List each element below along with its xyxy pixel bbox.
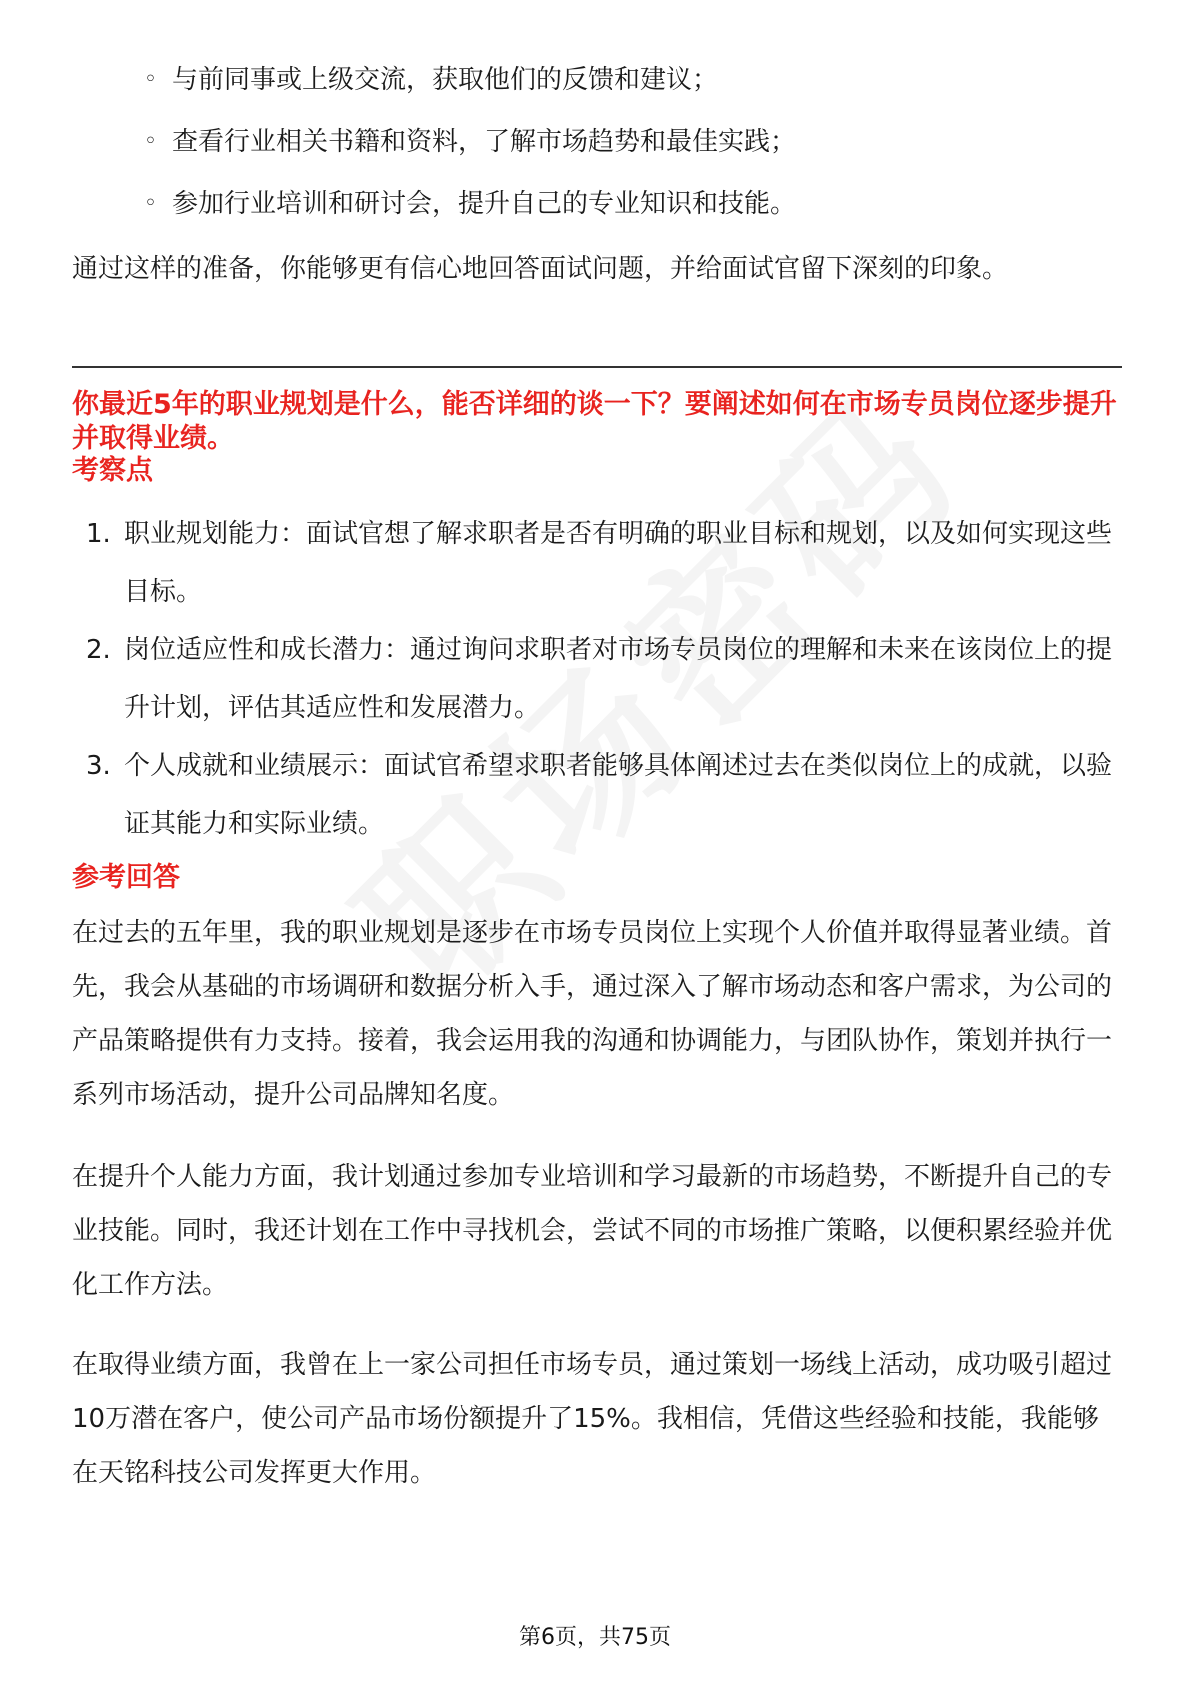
bullet-marker: ◦ [144, 191, 157, 216]
answer-paragraph: 在取得业绩方面，我曾在上一家公司担任市场专员，通过策划一场线上活动，成功吸引超过10万潜在客户，使公司产品市场份额提升了15%。我相信，凭借这些经验和技能，我能够在天铭科技公司发挥更大作用。 [72, 1350, 1113, 1488]
list-item [72, 737, 1122, 853]
bullet-marker: ◦ [144, 129, 157, 154]
list-item [72, 621, 1122, 737]
list-item [144, 184, 1104, 246]
bullet-list [72, 60, 1104, 246]
bullet-text: 与前同事或上级交流，获取他们的反馈和建议； [172, 65, 719, 95]
item-text: 职业规划能力：面试官想了解求职者是否有明确的职业目标和规划，以及如何实现这些目标。 [124, 519, 1113, 607]
page-number: 第6页，共75页 [519, 1625, 671, 1650]
exam-points-list [72, 505, 1122, 853]
item-number: 3. [86, 751, 111, 781]
answer-paragraph: 在过去的五年里，我的职业规划是逐步在市场专员岗位上实现个人价值并取得显著业绩。首先，我会从基础的市场调研和数据分析入手，通过深入了解市场动态和客户需求，为公司的产品策略提供有力支持。接着，我会运用我的沟通和协调能力，与团队协作，策划并执行一系列市场活动，提升公司品牌知名度。 [72, 918, 1113, 1110]
section-divider [72, 366, 1122, 368]
item-number: 1. [86, 519, 111, 549]
interview-question: 你最近5年的职业规划是什么，能否详细的谈一下？要阐述如何在市场专员岗位逐步提升并取得业绩。 [72, 389, 1117, 454]
list-item [144, 122, 1104, 184]
item-text: 个人成就和业绩展示：面试官希望求职者能够具体阐述过去在类似岗位上的成就，以验证其能力和实际业绩。 [124, 751, 1113, 839]
list-item [72, 505, 1122, 621]
list-item [144, 60, 1104, 122]
bullet-marker: ◦ [144, 67, 157, 92]
intro-conclusion: 通过这样的准备，你能够更有信心地回答面试问题，并给面试官留下深刻的印象。 [72, 254, 1009, 284]
bullet-text: 参加行业培训和研讨会，提升自己的专业知识和技能。 [172, 189, 797, 219]
exam-points-title: 考察点 [72, 455, 153, 486]
answer-paragraph: 在提升个人能力方面，我计划通过参加专业培训和学习最新的市场趋势，不断提升自己的专业技能。同时，我还计划在工作中寻找机会，尝试不同的市场推广策略，以便积累经验并优化工作方法。 [72, 1162, 1113, 1300]
bullet-text: 查看行业相关书籍和资料，了解市场趋势和最佳实践； [172, 127, 797, 157]
answer-title: 参考回答 [72, 862, 180, 893]
item-number: 2. [86, 635, 111, 665]
item-text: 岗位适应性和成长潜力：通过询问求职者对市场专员岗位的理解和未来在该岗位上的提升计划，评估其适应性和发展潜力。 [124, 635, 1113, 723]
